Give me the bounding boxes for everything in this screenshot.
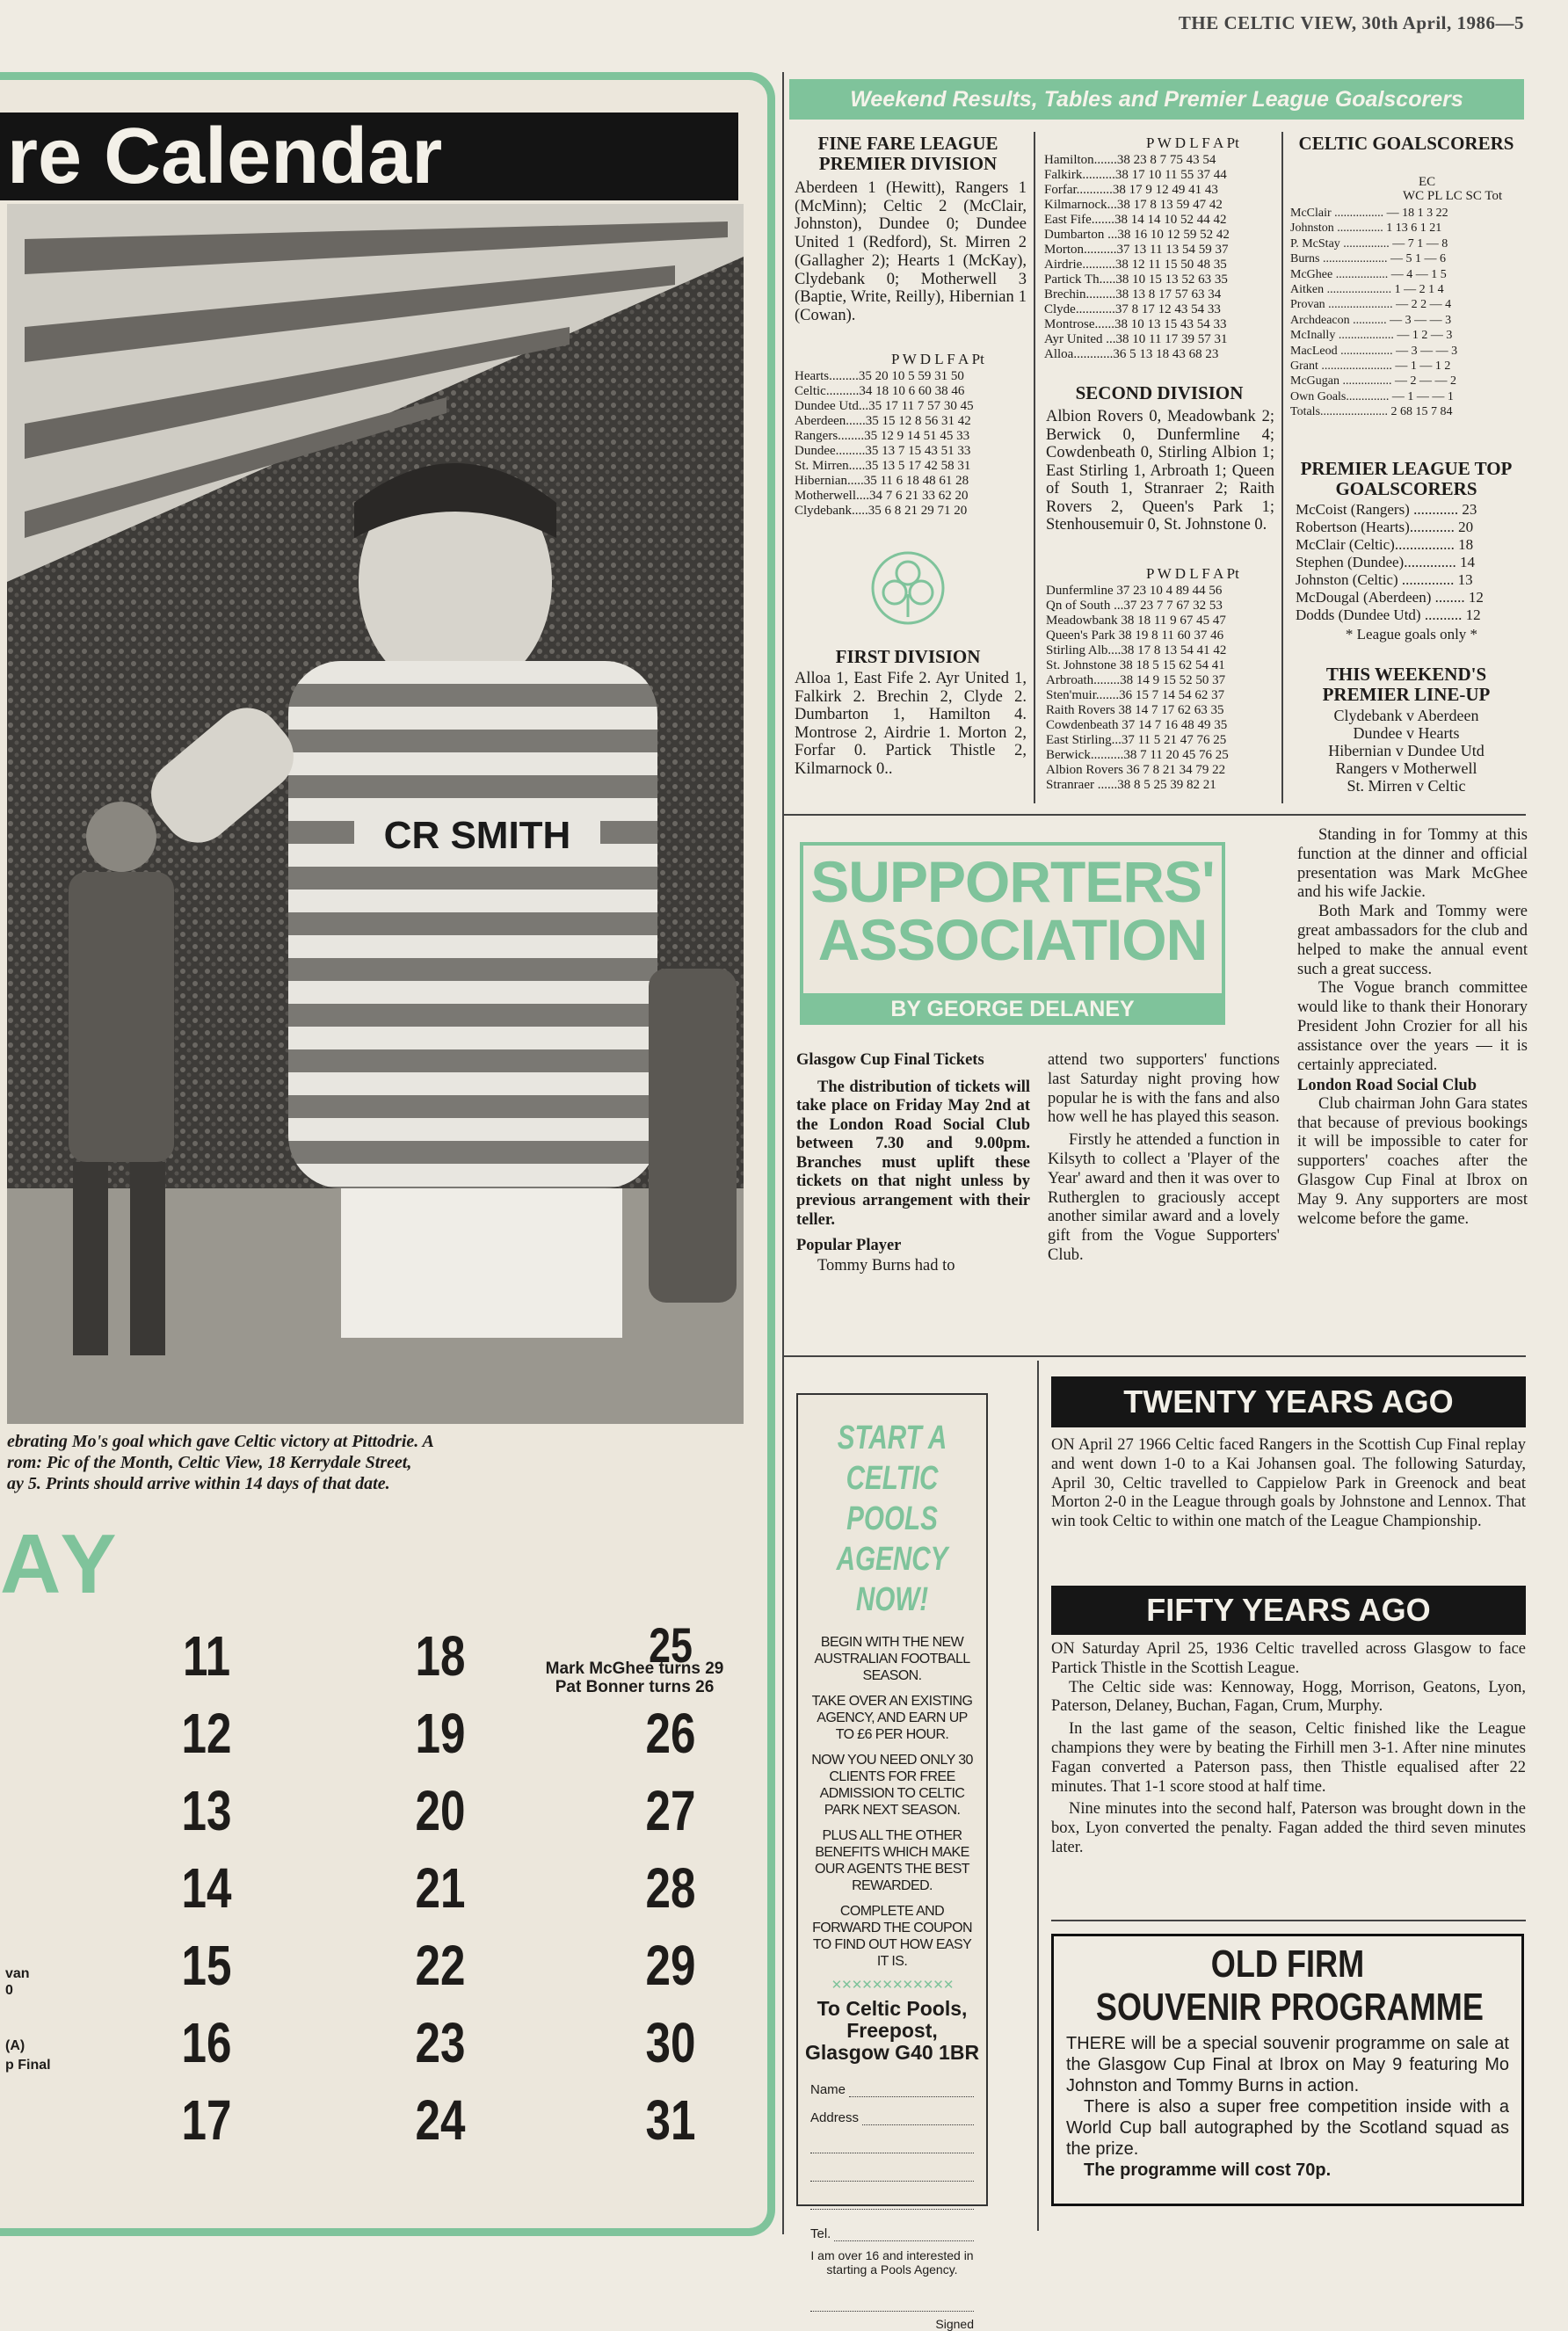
column-rule bbox=[1281, 132, 1283, 803]
table-row: Burns ..................... — 5 1 — 6 bbox=[1290, 252, 1446, 266]
results-banner: Weekend Results, Tables and Premier League Goalscorers bbox=[789, 79, 1524, 120]
second-division-results: Albion Rovers 0, Meadowbank 2; Berwick 0, Dunfermline 4; Cowdenbeath 0, Stirling Albion 1; East Stirling 1, Arbroath 1; Queen of South 1, Stranraer 2; Raith Rovers 2, Queen's Park 1; Stenhousemuir 0, St. Johnstone 0. bbox=[1046, 408, 1274, 534]
paragraph: The Vogue branch committee would like to thank their Honorary President John Crozier for all his assistance over the years — it is certainly appreciated. bbox=[1297, 979, 1528, 1074]
premier-table-head: P W D L F A Pt bbox=[891, 351, 984, 367]
paragraph: Standing in for Tommy at this function at the dinner and official presentation was Mark McGhee and his wife Jackie. bbox=[1297, 826, 1528, 902]
calendar-day: 27 bbox=[645, 1779, 696, 1842]
first-division-heading: FIRST DIVISION bbox=[835, 646, 981, 667]
table-row: Hibernian.....35 11 6 18 48 61 28 bbox=[795, 474, 969, 488]
table-row: Ayr United ...38 10 11 17 39 57 31 bbox=[1044, 332, 1228, 346]
table-row: Dundee.........35 13 7 15 43 51 33 bbox=[795, 444, 971, 458]
calendar-day: 23 bbox=[415, 2011, 466, 2074]
table-row: Arbroath........38 14 9 15 52 50 37 bbox=[1046, 673, 1226, 687]
paragraph: attend two supporters' functions last Saturday night proving how popular he is with the fans and also how well he has played this season. bbox=[1048, 1051, 1280, 1127]
calendar-day: 15 bbox=[181, 1934, 232, 1997]
fixture: Clydebank v Aberdeen bbox=[1333, 707, 1479, 724]
paragraph: The distribution of tickets will take place on Friday May 2nd at the London Road Social Club between 7.30 and 9.00pm. Branches must uplift these tickets on that night unless by previous arrangement with their teller. bbox=[796, 1078, 1030, 1229]
table-row: Johnston ............... 1 13 6 1 21 bbox=[1290, 221, 1442, 236]
calendar-day: 24 bbox=[415, 2088, 466, 2152]
list-item: Stephen (Dundee).............. 14 bbox=[1296, 554, 1475, 570]
address-line-blank[interactable] bbox=[810, 2125, 974, 2153]
fixture: St. Mirren v Celtic bbox=[1347, 777, 1466, 795]
table-row: McGugan ................ — 2 — — 2 bbox=[1290, 374, 1456, 388]
table-row: McClair ................ — 18 1 3 22 bbox=[1290, 207, 1448, 220]
table-row: St. Johnstone 38 18 5 15 62 54 41 bbox=[1046, 658, 1225, 672]
table-row: Stirling Alb....38 17 8 13 54 41 42 bbox=[1046, 643, 1227, 657]
paragraph: The programme will cost 70p. bbox=[1084, 2160, 1332, 2180]
ad-address bbox=[798, 1998, 986, 2064]
ad-divider: ✕✕✕✕✕✕✕✕✕✕✕✕ bbox=[831, 1978, 954, 1993]
table-row: Forfar...........38 17 9 12 49 41 43 bbox=[1044, 183, 1218, 197]
calendar-day: 12 bbox=[181, 1702, 232, 1765]
caption-line: rom: Pic of the Month, Celtic View, 18 Kerrydale Street, bbox=[7, 1453, 412, 1472]
table-row: Raith Rovers 38 14 7 17 62 63 35 bbox=[1046, 703, 1224, 717]
premier-heading: FINE FARE LEAGUE PREMIER DIVISION bbox=[817, 133, 998, 174]
ad-title-line: NOW! bbox=[855, 1581, 929, 1618]
table-row: MacLeod ................. — 3 — — 3 bbox=[1290, 344, 1458, 358]
paragraph: Tommy Burns had to bbox=[817, 1256, 955, 1274]
calendar-day: 16 bbox=[181, 2011, 232, 2074]
subheading: Popular Player bbox=[796, 1237, 902, 1255]
first-table-head: P W D L F A Pt bbox=[1146, 134, 1239, 151]
table-row: Albion Rovers 36 7 8 21 34 79 22 bbox=[1046, 763, 1226, 777]
list-item: McCoist (Rangers) ............ 23 bbox=[1296, 501, 1477, 518]
ad-benefit: BEGIN WITH THE NEW AUSTRALIAN FOOTBALL SEASON. bbox=[814, 1635, 970, 1683]
top-goalscorers-note: * League goals only * bbox=[1345, 626, 1478, 643]
ad-benefit: COMPLETE AND FORWARD THE COUPON TO FIND OUT HOW EASY IT IS. bbox=[812, 1904, 972, 1969]
shirt-sponsor: CR SMITH bbox=[383, 814, 571, 857]
address-line: Freepost, bbox=[846, 2019, 938, 2042]
calendar-day: 11 bbox=[182, 1624, 231, 1688]
section-rule bbox=[782, 1355, 1526, 1357]
table-row: Clydebank.....35 6 8 21 29 71 20 bbox=[795, 504, 968, 518]
calendar-day: 19 bbox=[415, 1702, 466, 1765]
table-row: Montrose......38 10 13 15 43 54 33 bbox=[1044, 317, 1227, 331]
fixture: Dundee v Hearts bbox=[1353, 724, 1460, 742]
table-row: Dunfermline 37 23 10 4 89 44 56 bbox=[1046, 584, 1223, 598]
address-line-blank[interactable] bbox=[810, 2153, 974, 2182]
ad-benefit: PLUS ALL THE OTHER BENEFITS WHICH MAKE OUR AGENTS THE BEST REWARDED. bbox=[815, 1828, 969, 1893]
goalscorers-heading: CELTIC GOALSCORERS bbox=[1298, 133, 1514, 154]
table-row: Morton..........37 13 11 13 54 59 37 bbox=[1044, 243, 1229, 257]
table-row: Berwick..........38 7 11 20 45 76 25 bbox=[1046, 748, 1229, 762]
ad-benefits bbox=[810, 1634, 974, 1970]
twenty-years-text: ON April 27 1966 Celtic faced Rangers in the Scottish Cup Final replay and went down 1-0 to a Kai Johansen goal. The following Saturday, April 30, Celtic travelled to Cappielow Park in Greenock and beat Morton 2-0 in the League through goals by Johnstone and Lennox. That win took Celtic to within one match of the League Championship. bbox=[1051, 1436, 1526, 1531]
table-row: Aitken ..................... 1 — 2 1 4 bbox=[1290, 283, 1444, 297]
shamrock-icon bbox=[868, 548, 947, 628]
paragraph: The Celtic side was: Kennoway, Hogg, Morrison, Geatons, Lyon, Paterson, Delaney, Buchan, Fagan, Crum, Murphy. bbox=[1051, 1678, 1526, 1716]
table-row: Falkirk..........38 17 10 11 55 37 44 bbox=[1044, 168, 1227, 182]
table-row: P. McStay ............... — 7 1 — 8 bbox=[1290, 236, 1448, 251]
age-note: I am over 16 and interested in starting a Pools Agency. bbox=[810, 2248, 974, 2277]
table-row: Meadowbank 38 18 11 9 67 45 47 bbox=[1046, 614, 1226, 628]
logo-line: SUPPORTERS' bbox=[810, 849, 1215, 914]
list-item: Johnston (Celtic) .............. 13 bbox=[1296, 571, 1473, 588]
calendar-day-note: Mark McGhee turns 29 bbox=[545, 1659, 724, 1678]
twenty-years-heading: TWENTY YEARS AGO bbox=[1051, 1376, 1526, 1427]
top-goalscorers-heading: PREMIER LEAGUE TOP GOALSCORERS bbox=[1300, 458, 1513, 499]
calendar-day: 26 bbox=[645, 1702, 696, 1765]
fifty-years-heading: FIFTY YEARS AGO bbox=[1051, 1586, 1526, 1635]
table-row: Cowdenbeath 37 14 7 16 48 49 35 bbox=[1046, 718, 1228, 732]
old-firm-programme-box bbox=[1051, 1934, 1524, 2206]
fixture: Rangers v Motherwell bbox=[1335, 759, 1477, 777]
table-row: Partick Th.....38 10 15 13 52 63 35 bbox=[1044, 272, 1228, 287]
second-division-table bbox=[1046, 584, 1276, 793]
address-line: To Celtic Pools, bbox=[817, 1997, 968, 2020]
premier-results: Aberdeen 1 (Hewitt), Rangers 1 (McMinn); Celtic 2 (McClair, Johnston), Dundee 0; Dundee United 1 (Redford), St. Mirren 2 (Gallagher 2); Hearts 1 (McKay), Clydebank 0; Motherwell 3 (Baptie, Write, Reilly), Hibernian 1 (Cowan). bbox=[795, 179, 1027, 324]
table-row: McGhee ................. — 4 — 1 5 bbox=[1290, 267, 1447, 281]
list-item: Robertson (Hearts)............ 20 bbox=[1296, 519, 1474, 535]
caption-line: ay 5. Prints should arrive within 14 days of that date. bbox=[7, 1474, 390, 1493]
list-item: McClair (Celtic)................ 18 bbox=[1296, 536, 1474, 553]
second-division-heading: SECOND DIVISION bbox=[1075, 382, 1244, 403]
table-row: Rangers........35 12 9 14 51 45 33 bbox=[795, 429, 970, 443]
top-goalscorers-list bbox=[1296, 501, 1528, 624]
tel-label: Tel. bbox=[810, 2226, 831, 2241]
ad-title-line: START A CELTIC bbox=[837, 1420, 947, 1497]
caption-line: ebrating Mo's goal which gave Celtic victory at Pittodrie. A bbox=[7, 1432, 434, 1451]
box-heading: SOUVENIR PROGRAMME bbox=[1095, 1986, 1484, 2029]
calendar-day: 22 bbox=[415, 1934, 466, 1997]
table-row: St. Mirren.....35 13 5 17 42 58 31 bbox=[795, 459, 971, 473]
subheading: London Road Social Club bbox=[1297, 1077, 1477, 1095]
table-row: Brechin.........38 13 8 17 57 63 34 bbox=[1044, 287, 1222, 301]
table-row: Queen's Park 38 19 8 11 60 37 46 bbox=[1046, 628, 1224, 643]
address-line: Glasgow G40 1BR bbox=[804, 2041, 980, 2064]
column-rule bbox=[1037, 1361, 1039, 2231]
calendar-day: 31 bbox=[645, 2088, 696, 2152]
calendar-edge-text: van bbox=[5, 1966, 30, 1981]
table-row: Provan ..................... — 2 2 — 4 bbox=[1290, 298, 1452, 312]
table-row: Own Goals.............. — 1 — — 1 bbox=[1290, 389, 1454, 403]
calendar-day: 30 bbox=[645, 2011, 696, 2074]
fixture: Hibernian v Dundee Utd bbox=[1328, 742, 1485, 759]
calendar-edge-text: p Final bbox=[5, 2058, 51, 2073]
table-row: Dumbarton ...38 16 10 12 59 52 42 bbox=[1044, 228, 1230, 242]
first-division-results: Alloa 1, East Fife 2. Ayr United 1, Falkirk 2. Brechin 2, Clyde 2. Dumbarton 1, Hamilton 4. Montrose 2, Airdrie 1. Morton 2, Forfar 0. Partick Thistle 2, Kilmarnock 0.. bbox=[795, 670, 1027, 778]
section-rule bbox=[782, 814, 1526, 816]
lineup-list bbox=[1283, 707, 1529, 795]
goalscorers-cols: WC PL LC SC Tot bbox=[1403, 189, 1503, 203]
calendar-day: 17 bbox=[181, 2088, 232, 2152]
calendar-day: 20 bbox=[415, 1779, 466, 1842]
logo-line: ASSOCIATION bbox=[817, 907, 1208, 972]
address-field[interactable] bbox=[810, 2106, 974, 2125]
table-row: McInally .................. — 1 2 — 3 bbox=[1290, 329, 1453, 343]
calendar-day: 21 bbox=[415, 1856, 466, 1920]
supporters-col1 bbox=[796, 1051, 1030, 1274]
table-row: Grant ....................... — 1 — 1 2 bbox=[1290, 359, 1451, 374]
table-row: Hearts.........35 20 10 5 59 31 50 bbox=[795, 369, 964, 383]
calendar-month: AY bbox=[0, 1517, 124, 1611]
byline: BY GEORGE DELANEY bbox=[800, 993, 1225, 1025]
signature-line[interactable] bbox=[810, 2277, 974, 2312]
table-row: Clyde............37 8 17 12 43 54 33 bbox=[1044, 302, 1221, 316]
table-row: Qn of South ...37 23 7 7 67 32 53 bbox=[1046, 599, 1223, 613]
name-label: Name bbox=[810, 2082, 846, 2097]
table-row: Totals...................... 2 68 15 7 84 bbox=[1290, 405, 1453, 419]
paragraph: Both Mark and Tommy were great ambassadors for the club and helped to make the annual event such a great success. bbox=[1297, 903, 1528, 978]
calendar-day: 28 bbox=[645, 1856, 696, 1920]
table-row: Celtic..........34 18 10 6 60 38 46 bbox=[795, 384, 965, 398]
ad-title bbox=[819, 1418, 966, 1620]
photo-illustration bbox=[7, 204, 744, 1424]
table-row: East Fife.......38 14 14 10 52 44 42 bbox=[1044, 213, 1227, 227]
list-item: Dodds (Dundee Utd) .......... 12 bbox=[1296, 606, 1481, 623]
table-row: Archdeacon ........... — 3 — — 3 bbox=[1290, 313, 1452, 327]
table-row: Aberdeen......35 15 12 8 56 31 42 bbox=[795, 414, 971, 428]
paragraph: Club chairman John Gara states that because of previous bookings it will be impossible to cater for supporters' coaches after the Glasgow Cup Final at Ibrox on May 9. Any supporters are most welcome before the game. bbox=[1297, 1094, 1528, 1228]
goalscorers-ec: EC bbox=[1419, 175, 1436, 189]
calendar-edge-text: (A) bbox=[5, 2038, 25, 2053]
subheading: Glasgow Cup Final Tickets bbox=[796, 1051, 984, 1069]
paragraph: THERE will be a special souvenir programme on sale at the Glasgow Cup Final at Ibrox on May 9 featuring Mo Johnston and Tommy Burns in action. bbox=[1066, 2034, 1509, 2095]
table-row: Airdrie..........38 12 11 15 50 48 35 bbox=[1044, 258, 1227, 272]
match-photo bbox=[7, 204, 744, 1424]
calendar-day: 25 bbox=[649, 1617, 693, 1673]
calendar-day: 29 bbox=[645, 1934, 696, 1997]
first-division-table bbox=[1044, 153, 1274, 362]
box-heading: OLD FIRM bbox=[1210, 1942, 1365, 1986]
section-rule bbox=[1051, 1920, 1526, 1921]
pools-agency-ad bbox=[796, 1393, 988, 2331]
table-row: Stranraer ......38 8 5 25 39 82 21 bbox=[1046, 778, 1216, 792]
paragraph: Firstly he attended a function in Kilsyth to collect a 'Player of the Year' award and then it was over to Rutherglen to graciously accept another similar award and a lovely gift from the Vogue Supporters' Club. bbox=[1048, 1131, 1280, 1264]
box-text bbox=[1066, 2033, 1509, 2181]
second-table-head: P W D L F A Pt bbox=[1146, 565, 1239, 582]
table-row: Dundee Utd...35 17 11 7 57 30 45 bbox=[795, 399, 974, 413]
address-line-blank[interactable] bbox=[810, 2182, 974, 2210]
table-row: Kilmarnock...38 17 8 13 59 47 42 bbox=[1044, 198, 1223, 212]
lineup-heading: THIS WEEKEND'S PREMIER LINE-UP bbox=[1322, 664, 1491, 705]
name-field[interactable] bbox=[810, 2078, 974, 2097]
calendar-edge-text: 0 bbox=[5, 1983, 13, 1998]
paragraph: ON Saturday April 25, 1936 Celtic travelled across Glasgow to face Partick Thistle in the Scottish League. bbox=[1051, 1640, 1526, 1677]
table-row: East Stirling...37 11 5 21 47 76 25 bbox=[1046, 733, 1227, 747]
calendar-day-note: Pat Bonner turns 26 bbox=[555, 1678, 715, 1696]
ad-title-line: POOLS AGENCY bbox=[836, 1500, 948, 1578]
column-rule bbox=[1034, 132, 1035, 803]
page-masthead: THE CELTIC VIEW, 30th April, 1986—5 bbox=[1178, 12, 1524, 33]
calendar-day: 18 bbox=[415, 1624, 466, 1688]
table-row: Motherwell....34 7 6 21 33 62 20 bbox=[795, 489, 969, 503]
table-row: Alloa............36 5 13 18 43 68 23 bbox=[1044, 347, 1219, 361]
ad-benefit: NOW YOU NEED ONLY 30 CLIENTS FOR FREE ADMISSION TO CELTIC PARK NEXT SEASON. bbox=[811, 1753, 973, 1818]
supporters-col3 bbox=[1297, 826, 1528, 1229]
calendar-title: re Calendar bbox=[0, 113, 738, 200]
signed-label: Signed bbox=[935, 2317, 974, 2331]
tel-field[interactable] bbox=[810, 2218, 974, 2241]
calendar-day: 14 bbox=[181, 1856, 232, 1920]
photo-caption bbox=[7, 1431, 737, 1494]
ad-benefit: TAKE OVER AN EXISTING AGENCY, AND EARN UP TO £6 PER HOUR. bbox=[811, 1694, 973, 1742]
coupon-form bbox=[810, 2078, 974, 2331]
list-item: McDougal (Aberdeen) ........ 12 bbox=[1296, 589, 1484, 606]
paragraph: Nine minutes into the second half, Paterson was brought down in the box, Lyon converted the penalty. Fagan added the third seven minutes later. bbox=[1051, 1800, 1526, 1856]
supporters-col2 bbox=[1048, 1051, 1280, 1266]
table-row: Sten'muir.......36 15 7 14 54 62 37 bbox=[1046, 688, 1225, 702]
fifty-years-text bbox=[1051, 1640, 1526, 1858]
address-label: Address bbox=[810, 2110, 860, 2125]
premier-table bbox=[795, 369, 1027, 519]
table-row: Hamilton.......38 23 8 7 75 43 54 bbox=[1044, 153, 1216, 167]
paragraph: In the last game of the season, Celtic finished like the League champions they were by beating the Firhill men 3-1. After nine minutes Fagan converted a Paterson pass, then Thistle equalised after 22 minutes. That 1-1 score stood at half time. bbox=[1051, 1720, 1526, 1796]
gutter-rule bbox=[782, 72, 784, 2234]
paragraph: There is also a super free competition inside with a World Cup ball autographed by the Scotland squad as the prize. bbox=[1066, 2097, 1509, 2159]
calendar-day: 13 bbox=[181, 1779, 232, 1842]
goalscorers-table bbox=[1290, 206, 1529, 420]
